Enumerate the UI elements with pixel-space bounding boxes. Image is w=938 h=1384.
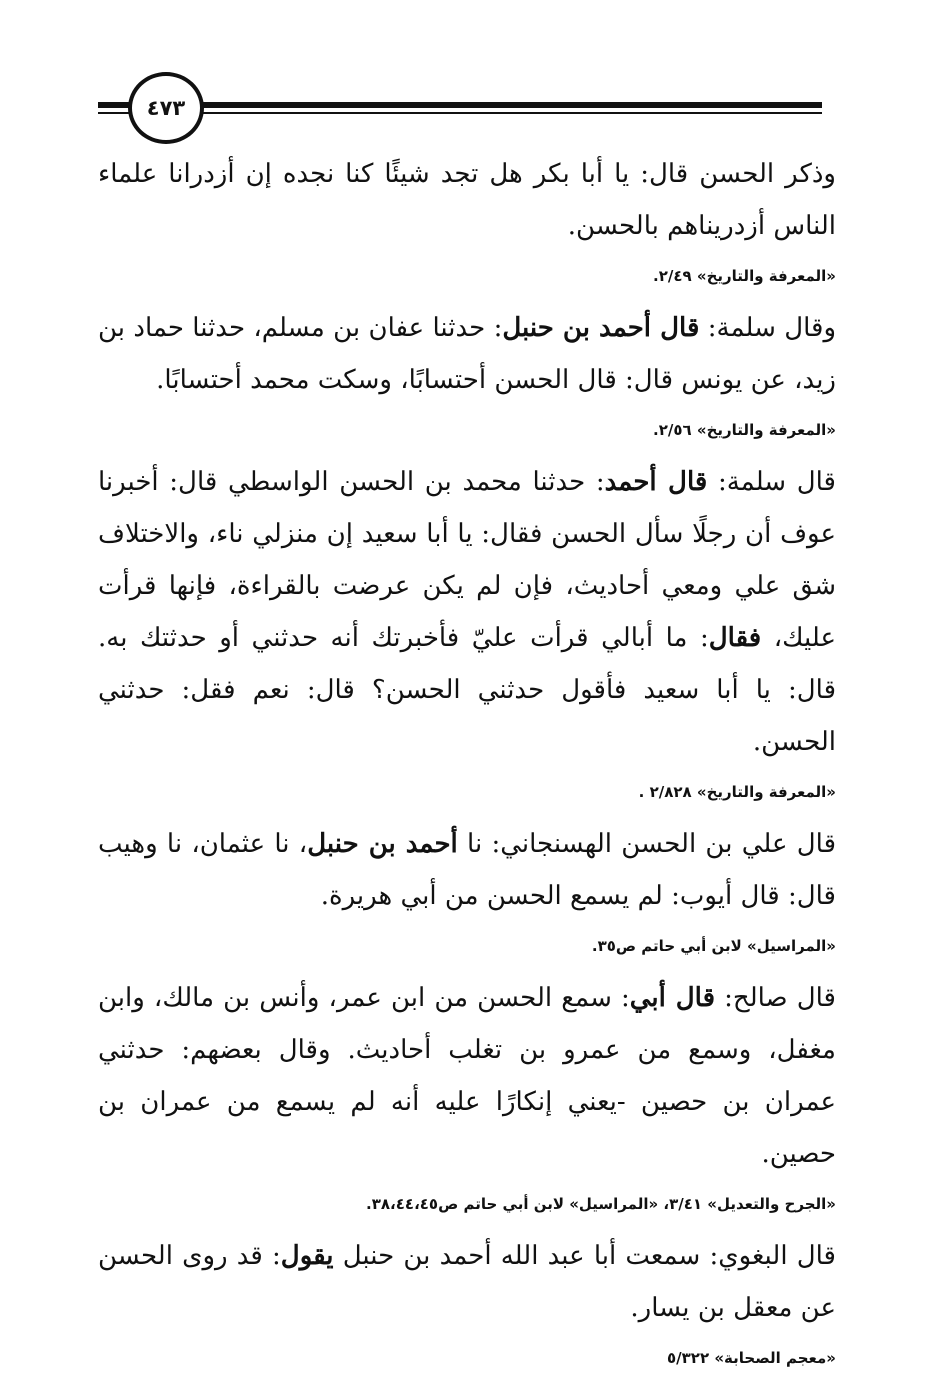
bold-phrase: قال أحمد بن حنبل [502, 313, 700, 343]
paragraph-text: قال البغوي: سمعت أبا عبد الله أحمد بن حنبل [333, 1241, 836, 1271]
entry [98, 148, 836, 288]
entry [98, 456, 836, 804]
header-rule-thin [98, 112, 822, 114]
page-body [98, 148, 836, 1384]
bold-phrase: يقول [280, 1241, 334, 1271]
paragraph-text: : حدثنا محمد بن الحسن الواسطي قال: أخبرنا عوف أن رجلًا سأل الحسن فقال: يا أبا سعيد إن منزلي ناء، والاختلاف شق علي ومعي أحاديث، فإن لم يكن عرضت بالقراءة، فإنها قرأت عليك، [98, 467, 836, 653]
source-citation: «المعرفة والتاريخ» ٢/٥٦. [653, 421, 836, 439]
entry [98, 302, 836, 442]
bold-phrase: قال أبي [629, 983, 716, 1013]
paragraph [98, 148, 836, 252]
bold-phrase: قال أحمد [604, 467, 708, 497]
paragraph-text: وذكر الحسن قال: يا أبا بكر هل تجد شيئًا كنا نجده إن أزدرانا علماء الناس أزدريناهم بالحسن. [98, 159, 836, 241]
paragraph [98, 1230, 836, 1334]
source-citation: «المراسيل» لابن أبي حاتم ص٣٥. [591, 937, 836, 955]
entry [98, 1230, 836, 1370]
paragraph-text: قال علي بن الحسن الهسنجاني: نا [457, 829, 837, 859]
paragraph [98, 972, 836, 1180]
source-citation: «معجم الصحابة» ٥/٣٢٢ [667, 1349, 836, 1367]
bold-phrase: فقال [708, 623, 762, 653]
paragraph [98, 818, 836, 922]
paragraph-text: قال صالح: [715, 983, 836, 1013]
paragraph-text: : حدثنا عفان بن مسلم، حدثنا حماد بن زيد، عن يونس قال: قال الحسن أحتسابًا، وسكت محمد أحتسابًا. [98, 313, 836, 395]
entry [98, 818, 836, 958]
paragraph [98, 456, 836, 768]
paragraph-text: : قد روى الحسن عن معقل بن يسار. [98, 1241, 836, 1323]
page-number: ٤٧٣ [146, 96, 186, 120]
paragraph-text: ، نا عثمان، نا وهيب قال: قال أيوب: لم يسمع الحسن من أبي هريرة. [98, 829, 836, 911]
paragraph-text: : ما أبالي قرأت عليّ فأخبرتك أنه حدثني أو حدثتك به. قال: يا أبا سعيد فأقول حدثني الحسن؟ قال: نعم فقل: حدثني الحسن. [98, 623, 836, 757]
page-header [0, 0, 938, 150]
paragraph-text: وقال سلمة: [699, 313, 836, 343]
paragraph-text: قال سلمة: [707, 467, 836, 497]
source-citation: «المعرفة والتاريخ» ٢/٤٩. [653, 267, 836, 285]
bold-phrase: أحمد بن حنبل [307, 829, 458, 859]
source-citation: «الجرح والتعديل» ٣/٤١، «المراسيل» لابن أبي حاتم ص٣٨،٤٤،٤٥. [366, 1195, 836, 1213]
header-rule-thick [98, 102, 822, 108]
page-number-badge [128, 72, 204, 144]
source-citation: «المعرفة والتاريخ» ٢/٨٢٨ . [638, 783, 836, 801]
entry [98, 972, 836, 1216]
paragraph-text: : سمع الحسن من ابن عمر، وأنس بن مالك، وابن مغفل، وسمع من عمرو بن تغلب أحاديث. وقال بعضهم: حدثني عمران بن حصين -يعني إنكارًا عليه أنه لم يسمع من عمران بن حصين. [98, 983, 836, 1169]
paragraph [98, 302, 836, 406]
